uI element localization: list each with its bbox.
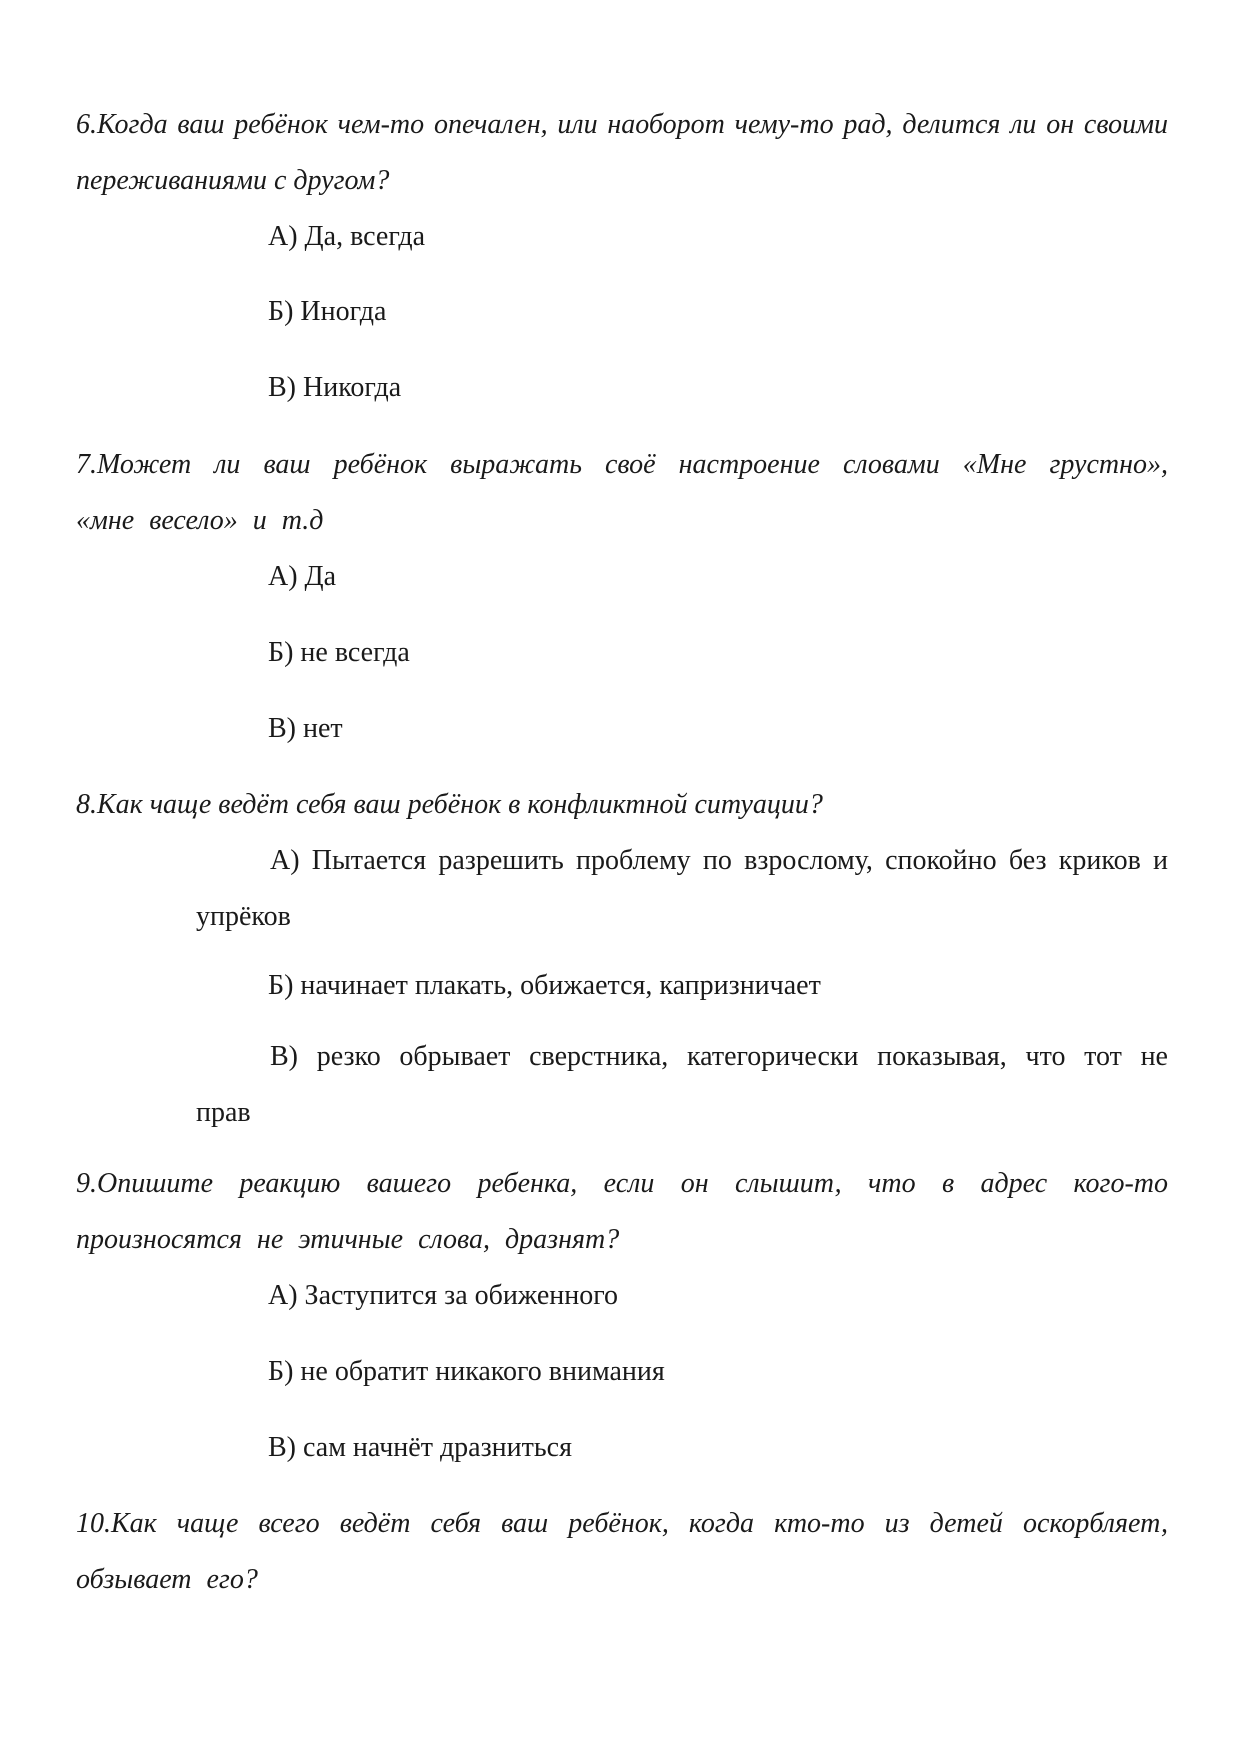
question-6-option-a: А) Да, всегда (268, 221, 426, 252)
question-8: 8.Как чаще ведёт себя ваш ребёнок в конфликтной ситуации? (76, 789, 823, 820)
question-7: 7.Может ли ваш ребёнок выражать своё настроение словами «Мне грустно», «мне весело» и т.д (76, 449, 1168, 536)
question-6-option-c: В) Никогда (268, 372, 402, 403)
question-10: 10.Как чаще всего ведёт себя ваш ребёнок, когда кто-то из детей оскорбляет, обзывает его? (76, 1508, 1168, 1595)
question-9-option-b: Б) не обратит никакого внимания (268, 1356, 665, 1387)
question-6: 6.Когда ваш ребёнок чем-то опечален, или наоборот чему-то рад, делится ли он своими переживаниями с другом? (76, 109, 1168, 196)
question-7-option-b: Б) не всегда (268, 637, 410, 668)
question-9-option-a: А) Заступится за обиженного (268, 1280, 619, 1311)
question-7-option-a: А) Да (268, 561, 337, 592)
question-9-option-c: В) сам начнёт дразниться (268, 1432, 572, 1463)
question-8-option-b: Б) начинает плакать, обижается, капризничает (268, 970, 821, 1001)
question-8-option-a: А) Пытается разрешить проблему по взрослому, спокойно без криков и упрёков (196, 845, 1168, 932)
question-6-option-b: Б) Иногда (268, 296, 387, 327)
question-8-option-c: В) резко обрывает сверстника, категорически показывая, что тот не прав (196, 1041, 1168, 1128)
question-9: 9.Опишите реакцию вашего ребенка, если он слышит, что в адрес кого-то произносятся не этичные слова, дразнят? (76, 1168, 1168, 1255)
question-7-option-c: В) нет (268, 713, 343, 744)
